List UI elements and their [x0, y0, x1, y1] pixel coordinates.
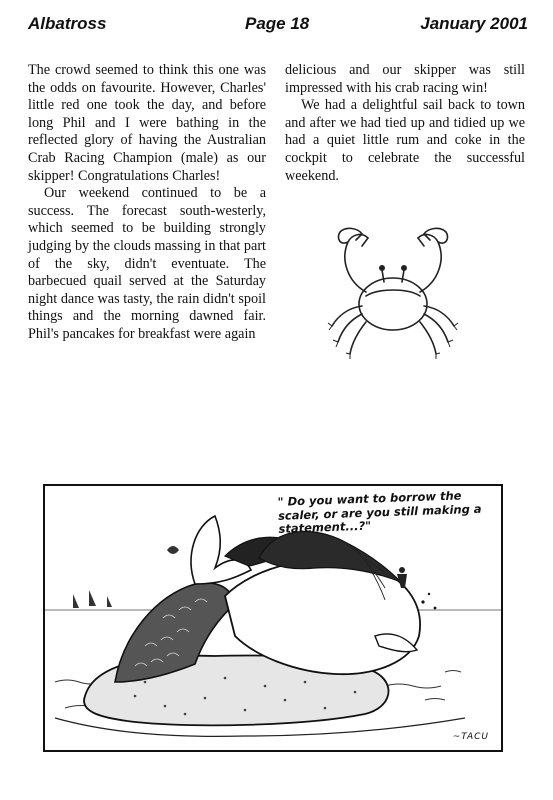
- page-header: [28, 14, 528, 40]
- publication-title: Albatross: [28, 14, 107, 33]
- article-left-column: [28, 62, 266, 344]
- page-number: Page 18: [245, 14, 310, 33]
- cartoon-caption: " Do you want to borrow the scaler, or are you still making a statement...?": [277, 488, 482, 536]
- article-paragraph: The crowd seemed to think this one was the odds on favourite. However, Charles' little red one took the day, and before long Phil and I were bathing in the reflected glory of having the Australian Crab Racing Champion (male) as our skipper! Congratulations Charles!: [28, 62, 266, 184]
- cartoon-signature: ~TACU: [452, 732, 489, 742]
- article-paragraph: Our weekend continued to be a success. The forecast south-westerly, which seemed to be building strongly judging by the clouds massing in that part of the sky, didn't eventuate. The barbecued quail served at the Saturday night dance was tasty, the rain didn't spoil things and the morning dawned fair. Phil's pancakes for breakfast were again: [28, 185, 266, 342]
- article-paragraph: We had a delightful sail back to town and after we had tied up and tidied up we had a quiet little rum and coke in the cockpit to celebrate the successful weekend.: [285, 97, 525, 184]
- crab-illustration: [318, 222, 468, 362]
- article-right-column: [285, 62, 525, 185]
- article-paragraph: delicious and our skipper was still impressed with his crab racing win!: [285, 62, 525, 96]
- cartoon-frame: [43, 484, 503, 752]
- issue-date: January 2001: [420, 14, 528, 33]
